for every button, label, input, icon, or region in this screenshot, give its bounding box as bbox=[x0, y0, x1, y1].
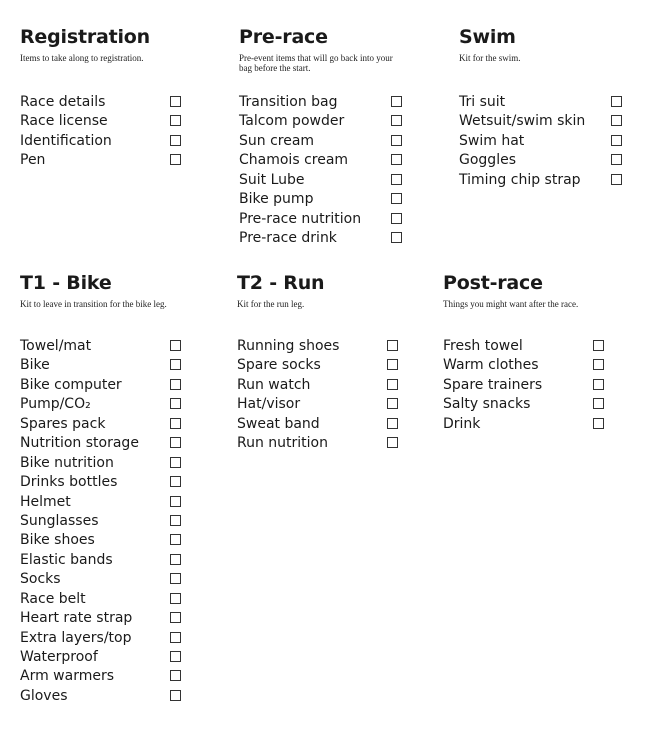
checklist-item bbox=[20, 151, 112, 170]
section-t2-run bbox=[237, 272, 417, 452]
checkbox[interactable] bbox=[170, 340, 181, 351]
checklist-item-label: Towel/mat bbox=[20, 338, 92, 354]
checkbox[interactable] bbox=[170, 359, 181, 370]
checkbox[interactable] bbox=[391, 213, 402, 224]
checklist-item-label: Extra layers/top bbox=[20, 629, 132, 646]
checkbox[interactable] bbox=[170, 573, 181, 584]
checklist-item-label: Gloves bbox=[20, 687, 68, 704]
checkbox[interactable] bbox=[170, 476, 181, 487]
checklist-item bbox=[459, 151, 585, 170]
checkbox[interactable] bbox=[593, 398, 604, 409]
checklist-item bbox=[237, 376, 339, 395]
checklist-item-label: Salty snacks bbox=[443, 396, 531, 413]
checklist bbox=[239, 93, 361, 249]
checklist-item bbox=[20, 415, 139, 434]
section-post-race bbox=[443, 272, 623, 432]
checklist-item bbox=[239, 151, 361, 170]
section-description: Things you might want after the race. bbox=[443, 299, 579, 309]
checkbox[interactable] bbox=[593, 418, 604, 429]
checklist-item-label: Waterproof bbox=[20, 649, 98, 665]
checklist-item-label: Hat/visor bbox=[237, 396, 301, 413]
checkbox[interactable] bbox=[170, 534, 181, 545]
section-title: T2 - Run bbox=[237, 272, 325, 294]
section-title: Swim bbox=[459, 26, 516, 48]
checklist-item-label: Wetsuit/swim skin bbox=[459, 113, 586, 130]
checklist-item bbox=[239, 210, 361, 229]
checklist-item-label: Sun cream bbox=[239, 132, 315, 149]
checkbox[interactable] bbox=[170, 651, 181, 662]
checkbox[interactable] bbox=[170, 437, 181, 448]
checklist-item-label: Run watch bbox=[237, 376, 311, 393]
checklist-item bbox=[443, 376, 542, 395]
checkbox[interactable] bbox=[611, 154, 622, 165]
checklist-item bbox=[20, 609, 139, 628]
checklist-item bbox=[237, 337, 339, 356]
checklist-item bbox=[443, 337, 542, 356]
checklist-item-label: Talcom powder bbox=[239, 113, 345, 130]
checklist-item bbox=[239, 190, 361, 209]
checklist-item bbox=[20, 376, 139, 395]
section-t1-bike bbox=[20, 272, 200, 704]
checklist-item-label: Race details bbox=[20, 94, 106, 110]
checklist-item-label: Fresh towel bbox=[443, 338, 523, 354]
checklist-item-label: Identification bbox=[20, 132, 112, 149]
checklist bbox=[20, 337, 139, 706]
checklist-item bbox=[20, 531, 139, 550]
checkbox[interactable] bbox=[391, 232, 402, 243]
checklist-item bbox=[20, 356, 139, 375]
checklist-item-label: Bike shoes bbox=[20, 532, 95, 549]
checklist-item bbox=[20, 648, 139, 667]
checklist bbox=[20, 93, 112, 171]
checklist-item-label: Pen bbox=[20, 152, 46, 169]
checklist-item-label: Swim hat bbox=[459, 132, 525, 149]
checkbox[interactable] bbox=[593, 340, 604, 351]
checkbox[interactable] bbox=[593, 359, 604, 370]
checklist-item-label: Running shoes bbox=[237, 338, 340, 354]
checkbox[interactable] bbox=[387, 418, 398, 429]
checklist-item-label: Suit Lube bbox=[239, 171, 305, 188]
checkbox[interactable] bbox=[391, 154, 402, 165]
checkbox[interactable] bbox=[611, 174, 622, 185]
checklist-item bbox=[459, 132, 585, 151]
checklist bbox=[459, 93, 585, 190]
checkbox[interactable] bbox=[611, 96, 622, 107]
checkbox[interactable] bbox=[387, 359, 398, 370]
checklist-item bbox=[239, 132, 361, 151]
checkbox[interactable] bbox=[387, 379, 398, 390]
checkbox[interactable] bbox=[170, 554, 181, 565]
checklist-item bbox=[459, 112, 585, 131]
checklist-item bbox=[20, 93, 112, 112]
checkbox[interactable] bbox=[170, 154, 181, 165]
section-title: T1 - Bike bbox=[20, 272, 112, 294]
checklist-item bbox=[20, 395, 139, 414]
checklist-item-label: Sunglasses bbox=[20, 512, 99, 529]
checklist-item bbox=[443, 356, 542, 375]
checkbox[interactable] bbox=[170, 670, 181, 681]
section-title: Post-race bbox=[443, 272, 543, 294]
checkbox[interactable] bbox=[170, 457, 181, 468]
checklist-item-label: Timing chip strap bbox=[459, 171, 581, 188]
checklist-item-label: Elastic bands bbox=[20, 551, 113, 568]
checklist-item-label: Tri suit bbox=[459, 94, 506, 110]
checklist-item bbox=[20, 112, 112, 131]
section-description: Kit to leave in transition for the bike leg. bbox=[20, 299, 167, 309]
checkbox[interactable] bbox=[391, 115, 402, 126]
checklist-item-label: Nutrition storage bbox=[20, 435, 139, 452]
checklist-item bbox=[20, 434, 139, 453]
checklist-item bbox=[20, 667, 139, 686]
checkbox[interactable] bbox=[170, 418, 181, 429]
checklist-item-label: Warm clothes bbox=[443, 357, 539, 374]
checklist bbox=[237, 337, 339, 454]
checklist-item bbox=[237, 395, 339, 414]
checklist-item bbox=[20, 590, 139, 609]
checkbox[interactable] bbox=[611, 135, 622, 146]
checkbox[interactable] bbox=[593, 379, 604, 390]
checklist-item-label: Helmet bbox=[20, 493, 71, 510]
checklist-item bbox=[20, 629, 139, 648]
checklist-item bbox=[239, 93, 361, 112]
checklist-item bbox=[20, 512, 139, 531]
checklist-item-label: Drinks bottles bbox=[20, 474, 118, 491]
section-title: Pre-race bbox=[239, 26, 328, 48]
checkbox[interactable] bbox=[387, 437, 398, 448]
checklist-item-label: Socks bbox=[20, 571, 61, 588]
checkbox[interactable] bbox=[170, 115, 181, 126]
checklist-item bbox=[443, 395, 542, 414]
checklist-item-label: Race license bbox=[20, 113, 108, 130]
checklist-item-label: Pre-race drink bbox=[239, 230, 337, 247]
checklist-item-label: Spares pack bbox=[20, 415, 106, 432]
section-title: Registration bbox=[20, 26, 150, 48]
checklist-item bbox=[459, 93, 585, 112]
checklist-item bbox=[20, 687, 139, 706]
checklist-item-label: Pump/CO₂ bbox=[20, 396, 91, 413]
checklist-item-label: Run nutrition bbox=[237, 435, 328, 452]
section-pre-race bbox=[239, 26, 419, 247]
checkbox[interactable] bbox=[391, 135, 402, 146]
checklist-item bbox=[443, 415, 542, 434]
section-registration bbox=[20, 26, 200, 169]
checkbox[interactable] bbox=[387, 340, 398, 351]
checklist-item-label: Chamois cream bbox=[239, 152, 349, 169]
checklist-item-label: Bike nutrition bbox=[20, 454, 114, 471]
checklist-item bbox=[20, 132, 112, 151]
checkbox[interactable] bbox=[170, 379, 181, 390]
checkbox[interactable] bbox=[387, 398, 398, 409]
checklist-item bbox=[239, 171, 361, 190]
checklist-item-label: Spare trainers bbox=[443, 376, 543, 393]
checklist-item bbox=[239, 229, 361, 248]
section-swim bbox=[459, 26, 639, 188]
checkbox[interactable] bbox=[170, 515, 181, 526]
checklist-item-label: Race belt bbox=[20, 590, 86, 607]
checklist-item-label: Goggles bbox=[459, 152, 516, 169]
checklist-item-label: Transition bag bbox=[239, 94, 338, 110]
checklist-item bbox=[239, 112, 361, 131]
checklist-item bbox=[237, 415, 339, 434]
checklist-item-label: Spare socks bbox=[237, 357, 321, 374]
checkbox[interactable] bbox=[391, 193, 402, 204]
checkbox[interactable] bbox=[170, 398, 181, 409]
checklist-item bbox=[20, 337, 139, 356]
checkbox[interactable] bbox=[170, 632, 181, 643]
checkbox[interactable] bbox=[170, 96, 181, 107]
checklist bbox=[443, 337, 542, 434]
checklist-item bbox=[237, 356, 339, 375]
checklist-item bbox=[20, 493, 139, 512]
section-description: Pre-event items that will go back into your bag before the start. bbox=[239, 53, 393, 73]
checkbox[interactable] bbox=[170, 690, 181, 701]
checklist-item-label: Bike pump bbox=[239, 191, 314, 208]
checklist-item-label: Bike bbox=[20, 357, 50, 374]
checklist-item bbox=[20, 551, 139, 570]
checklist-item-label: Bike computer bbox=[20, 376, 122, 393]
checklist-item-label: Arm warmers bbox=[20, 668, 115, 685]
checkbox[interactable] bbox=[611, 115, 622, 126]
checkbox[interactable] bbox=[170, 612, 181, 623]
section-description: Items to take along to registration. bbox=[20, 53, 144, 63]
section-description: Kit for the swim. bbox=[459, 53, 521, 63]
section-description: Kit for the run leg. bbox=[237, 299, 305, 309]
checklist-item-label: Pre-race nutrition bbox=[239, 210, 362, 227]
checklist-item bbox=[237, 434, 339, 453]
checklist-item-label: Heart rate strap bbox=[20, 610, 133, 627]
checklist-item-label: Sweat band bbox=[237, 415, 320, 432]
checklist-item bbox=[20, 570, 139, 589]
checkbox[interactable] bbox=[391, 96, 402, 107]
checklist-item bbox=[20, 473, 139, 492]
checkbox[interactable] bbox=[170, 135, 181, 146]
checkbox[interactable] bbox=[170, 593, 181, 604]
checklist-item bbox=[20, 454, 139, 473]
checkbox[interactable] bbox=[391, 174, 402, 185]
checkbox[interactable] bbox=[170, 496, 181, 507]
checklist-item bbox=[459, 171, 585, 190]
checklist-item-label: Drink bbox=[443, 415, 481, 432]
